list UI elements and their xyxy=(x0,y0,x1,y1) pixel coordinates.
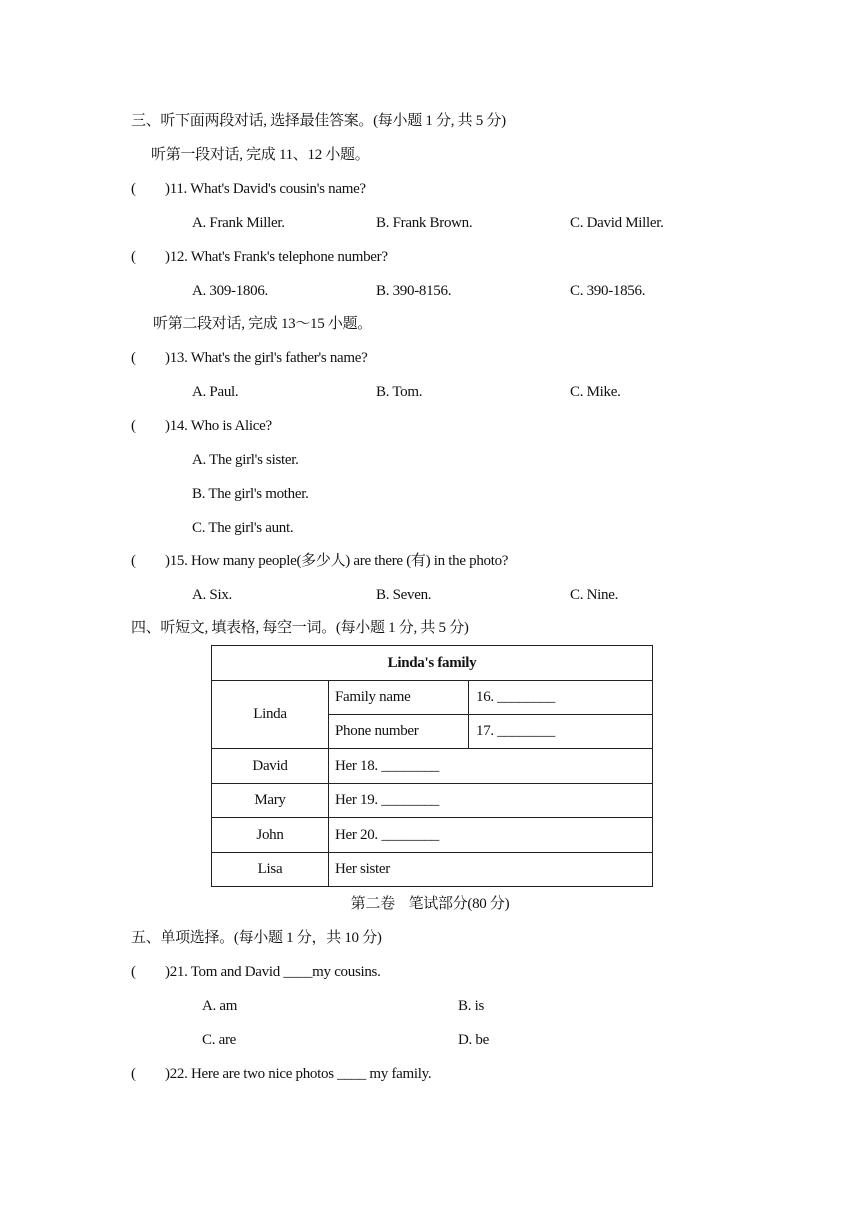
answer-paren[interactable]: ( xyxy=(131,1066,136,1082)
dialog-1-intro: 听第一段对话, 完成 11、12 小题。 xyxy=(151,147,370,163)
question-13-option-b: B. Tom. xyxy=(376,384,423,400)
table-cell-family-name-blank[interactable]: 16. ________ xyxy=(476,689,555,705)
question-12-option-b: B. 390-8156. xyxy=(376,283,452,299)
table-rule xyxy=(328,714,652,715)
section-5-heading: 五、单项选择。(每小题 1 分，共 10 分) xyxy=(131,930,382,946)
question-11-option-c: C. David Miller. xyxy=(570,215,664,231)
question-21-option-d: D. be xyxy=(458,1032,489,1048)
table-cell-member-name: David xyxy=(252,758,288,774)
question-15-stem: )15. How many people(多少人) are there (有) in the photo? xyxy=(165,553,509,569)
table-rule xyxy=(212,783,652,784)
table-rule xyxy=(328,680,329,886)
answer-paren[interactable]: ( xyxy=(131,350,136,366)
table-cell-member-name: John xyxy=(256,827,284,843)
question-13-option-a: A. Paul. xyxy=(192,384,239,400)
table-cell-member-relation[interactable]: Her 19. ________ xyxy=(335,792,439,808)
question-21-option-b: B. is xyxy=(458,998,485,1014)
question-14-option-b: B. The girl's mother. xyxy=(192,486,309,502)
question-14-option-c: C. The girl's aunt. xyxy=(192,520,294,536)
table-cell-member-relation[interactable]: Her 18. ________ xyxy=(335,758,439,774)
answer-paren[interactable]: ( xyxy=(131,249,136,265)
table-title: Linda's family xyxy=(387,655,477,671)
question-11-option-a: A. Frank Miller. xyxy=(192,215,285,231)
table-rule xyxy=(212,817,652,818)
table-cell-family-name-label: Family name xyxy=(335,689,411,705)
table-rule xyxy=(212,852,652,853)
question-21-option-c: C. are xyxy=(202,1032,237,1048)
answer-paren[interactable]: ( xyxy=(131,964,136,980)
table-cell-phone-blank[interactable]: 17. ________ xyxy=(476,723,555,739)
question-11-option-b: B. Frank Brown. xyxy=(376,215,473,231)
linda-family-table xyxy=(211,645,653,887)
table-cell-member-name: Lisa xyxy=(257,861,283,877)
question-14-option-a: A. The girl's sister. xyxy=(192,452,299,468)
table-rule xyxy=(212,680,652,681)
question-22-stem: )22. Here are two nice photos ____ my family. xyxy=(165,1066,432,1082)
question-12-stem: )12. What's Frank's telephone number? xyxy=(165,249,388,265)
question-12-option-c: C. 390-1856. xyxy=(570,283,646,299)
answer-paren[interactable]: ( xyxy=(131,418,136,434)
question-15-option-b: B. Seven. xyxy=(376,587,432,603)
table-cell-member-relation[interactable]: Her 20. ________ xyxy=(335,827,439,843)
question-14-stem: )14. Who is Alice? xyxy=(165,418,272,434)
part-2-title: 第二卷 笔试部分(80 分) xyxy=(350,896,510,912)
section-4-heading: 四、听短文, 填表格, 每空一词。(每小题 1 分, 共 5 分) xyxy=(131,620,469,636)
section-3-heading: 三、听下面两段对话, 选择最佳答案。(每小题 1 分, 共 5 分) xyxy=(131,113,506,129)
question-12-option-a: A. 309-1806. xyxy=(192,283,268,299)
table-rule xyxy=(468,680,469,748)
table-cell-phone-label: Phone number xyxy=(335,723,419,739)
question-21-option-a: A. am xyxy=(202,998,238,1014)
table-rule xyxy=(212,748,652,749)
dialog-2-intro: 听第二段对话, 完成 13～15 小题。 xyxy=(153,316,373,332)
answer-paren[interactable]: ( xyxy=(131,553,136,569)
question-13-option-c: C. Mike. xyxy=(570,384,621,400)
question-13-stem: )13. What's the girl's father's name? xyxy=(165,350,368,366)
question-15-option-a: A. Six. xyxy=(192,587,232,603)
answer-paren[interactable]: ( xyxy=(131,181,136,197)
table-cell-member-relation: Her sister xyxy=(335,861,390,877)
question-11-stem: )11. What's David's cousin's name? xyxy=(165,181,366,197)
table-cell-member-name: Mary xyxy=(254,792,286,808)
question-15-option-c: C. Nine. xyxy=(570,587,619,603)
table-cell-linda: Linda xyxy=(253,706,287,722)
question-21-stem: )21. Tom and David ____my cousins. xyxy=(165,964,381,980)
